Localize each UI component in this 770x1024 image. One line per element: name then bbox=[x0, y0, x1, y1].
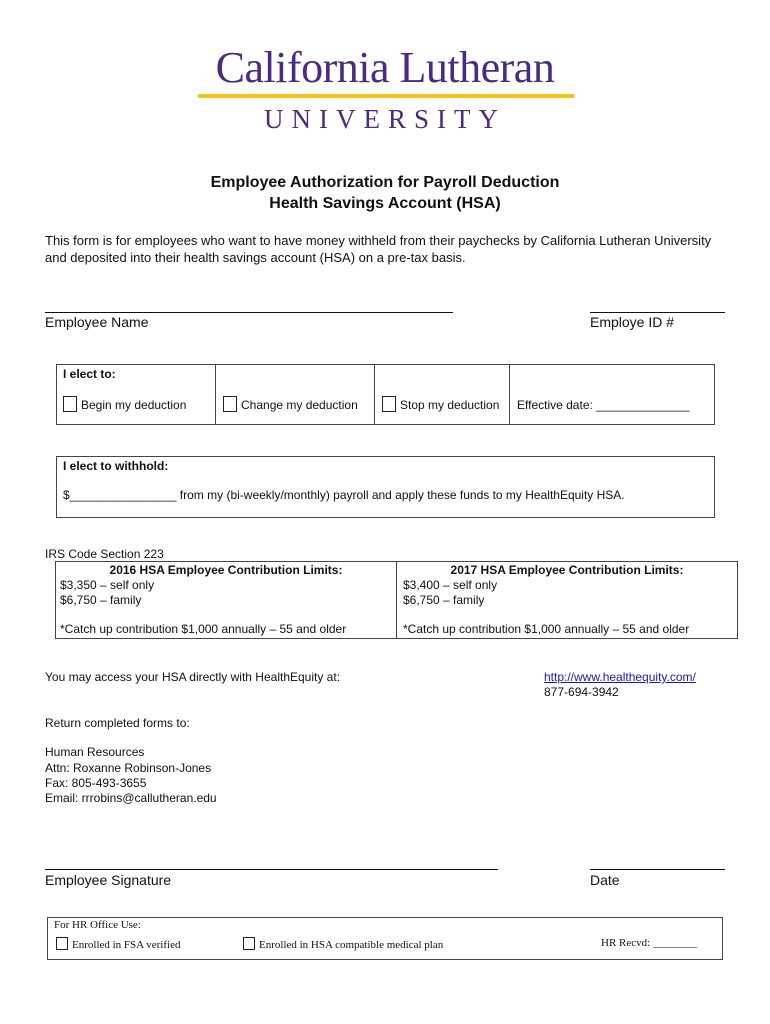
limits-2017-heading: 2017 HSA Employee Contribution Limits: bbox=[450, 563, 684, 577]
withhold-box bbox=[56, 456, 715, 518]
begin-deduction-option[interactable]: Begin my deduction bbox=[63, 396, 186, 412]
form-subtitle: Health Savings Account (HSA) bbox=[269, 195, 501, 212]
change-deduction-checkbox[interactable] bbox=[223, 396, 237, 412]
hsa-plan-checkbox[interactable] bbox=[243, 937, 255, 950]
university-logo-subtitle: UNIVERSITY bbox=[264, 104, 506, 134]
contribution-limits-table bbox=[55, 561, 738, 639]
access-text: You may access your HSA directly with HealthEquity at: bbox=[45, 670, 341, 684]
return-fax: Fax: 805-493-3655 bbox=[45, 776, 147, 790]
healthequity-link[interactable]: http://www.healthequity.com/ bbox=[544, 670, 696, 684]
limits-2017-self: $3,400 – self only bbox=[403, 578, 498, 592]
university-logo-name: California Lutheran bbox=[215, 43, 555, 92]
return-heading: Return completed forms to: bbox=[45, 716, 190, 730]
employee-name-label: Employee Name bbox=[45, 314, 149, 330]
return-department: Human Resources bbox=[45, 745, 145, 759]
logo-underline bbox=[198, 94, 574, 98]
stop-deduction-checkbox[interactable] bbox=[382, 396, 396, 412]
employee-id-line[interactable] bbox=[590, 312, 725, 313]
hr-office-box bbox=[47, 917, 723, 960]
date-label: Date bbox=[590, 872, 620, 888]
irs-section-label: IRS Code Section 223 bbox=[45, 547, 164, 561]
elect-box bbox=[56, 364, 715, 425]
fsa-verified-checkbox[interactable] bbox=[56, 937, 68, 950]
begin-deduction-checkbox[interactable] bbox=[63, 396, 77, 412]
limits-2016-family: $6,750 – family bbox=[60, 593, 142, 607]
date-line[interactable] bbox=[590, 869, 725, 870]
return-email: Email: rrrobins@callutheran.edu bbox=[45, 791, 217, 805]
form-title: Employee Authorization for Payroll Deduction bbox=[210, 174, 560, 191]
hr-received-field[interactable]: HR Recvd: ________ bbox=[601, 937, 697, 949]
effective-date-field[interactable]: Effective date: ______________ bbox=[517, 398, 690, 412]
healthequity-phone: 877-694-3942 bbox=[544, 685, 619, 699]
intro-text: This form is for employees who want to have money withheld from their paychecks by California Lutheran University and deposited into their health savings account (HSA) on a pre-tax basis. bbox=[45, 233, 712, 265]
signature-label: Employee Signature bbox=[45, 872, 172, 888]
employee-name-line[interactable] bbox=[45, 312, 453, 313]
fsa-verified-option[interactable]: Enrolled in FSA verified bbox=[56, 937, 180, 951]
return-attention: Attn: Roxanne Robinson-Jones bbox=[45, 761, 212, 775]
limits-2017-family: $6,750 – family bbox=[403, 593, 485, 607]
change-deduction-option[interactable]: Change my deduction bbox=[223, 396, 358, 412]
stop-deduction-option[interactable]: Stop my deduction bbox=[382, 396, 499, 412]
limits-2016-self: $3,350 – self only bbox=[60, 578, 155, 592]
elect-heading: I elect to: bbox=[63, 367, 116, 381]
hsa-plan-option[interactable]: Enrolled in HSA compatible medical plan bbox=[243, 937, 443, 951]
limits-2016-catchup: *Catch up contribution $1,000 annually – 55 and older bbox=[60, 622, 347, 636]
employee-id-label: Employe ID # bbox=[590, 314, 675, 330]
withhold-amount-text[interactable]: $________________ from my (bi-weekly/monthly) payroll and apply these funds to my HealthEquity HSA. bbox=[63, 488, 625, 502]
signature-line[interactable] bbox=[45, 869, 498, 870]
hr-office-heading: For HR Office Use: bbox=[54, 919, 141, 931]
withhold-heading: I elect to withhold: bbox=[63, 459, 169, 473]
limits-2016-heading: 2016 HSA Employee Contribution Limits: bbox=[109, 563, 343, 577]
limits-2017-catchup: *Catch up contribution $1,000 annually – 55 and older bbox=[403, 622, 690, 636]
